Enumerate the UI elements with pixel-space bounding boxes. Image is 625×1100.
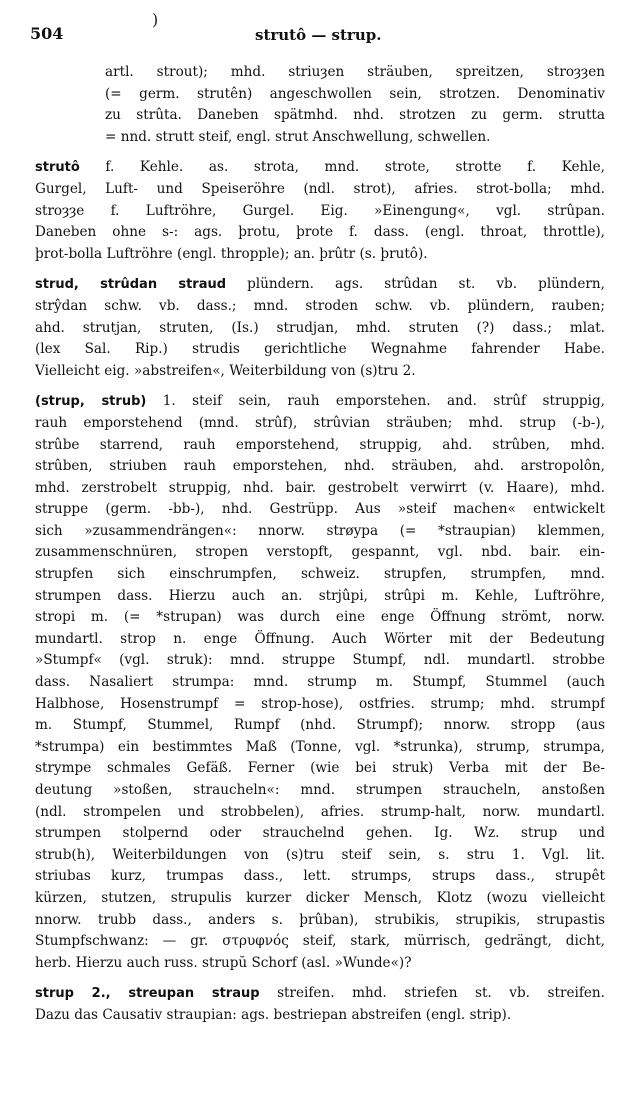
entry-lemma: strup 2., streupan straup: [35, 986, 260, 1002]
text-line: struppe (germ. -bb-), nhd. Gestrüpp. Aus »steif machen« entwickelt: [35, 501, 605, 518]
text-line: artl. strout); mhd. striuȝen sträuben, spreitzen, stroȝȝen: [105, 64, 605, 80]
text-line: kürzen, stutzen, strupulis kurzer dicker Mensch, Klotz (wozu vielleicht: [35, 889, 605, 906]
text-line: Dazu das Causativ straupian: ags. bestriepan abstreifen (engl. strip).: [35, 1006, 512, 1023]
text-line: þrot-bolla Luftröhre (engl. thropple); an. þrûtr (s. þrutô).: [35, 245, 428, 262]
entry-first-line: [35, 391, 605, 413]
text-line: (ndl. strompelen und strobbelen), afries. strump-halt, norw. mundartl.: [35, 803, 605, 820]
entry-first-line: [35, 157, 605, 179]
text-line: »Stumpf« (vgl. struk): mnd. struppe Stumpf, ndl. mundartl. strobbe: [35, 652, 605, 669]
text-line: dass. Nasaliert strumpa: mnd. strump m. Stumpf, Stummel (auch: [35, 674, 605, 691]
text-line: deutung »stoßen, straucheln«: mnd. strumpen straucheln, anstoßen: [35, 782, 605, 798]
text-line: Stumpfschwanz: — gr. στρυφνός steif, stark, mürrisch, gedrängt, dicht,: [35, 933, 605, 950]
text-line: strub(h), Weiterbildungen von (s)tru steif sein, s. stru 1. Vgl. lit.: [35, 846, 605, 863]
text-line: Gurgel, Luft- und Speiseröhre (ndl. strot), afries. strot-bolla; mhd.: [35, 180, 605, 197]
page-body: [35, 62, 605, 1036]
text-line: sich »zusammendrängen«: nnorw. strøypa (= *straupian) klemmen,: [35, 522, 605, 539]
page-header: [30, 10, 595, 52]
text-line: zu strûta. Daneben spätmhd. nhd. strotzen zu germ. strutta: [105, 107, 605, 124]
text-line: strumpen dass. Hierzu auch an. strjûpi, strûpi m. Kehle, Luftröhre,: [35, 587, 605, 604]
dictionary-entry: [35, 157, 605, 265]
text-line: mhd. zerstrobelt struppig, nhd. bair. gestrobelt verwirrt (v. Haare), mhd.: [35, 479, 605, 496]
dictionary-entry: [35, 274, 605, 382]
text-line: (= germ. strutên) angeschwollen sein, strotzen. Denominativ: [105, 85, 605, 102]
entry-first-line: [35, 983, 605, 1005]
text-line: strûben, striuben rauh emporstehen, nhd. sträuben, ahd. arstropolôn,: [35, 458, 605, 475]
text-line: herb. Hierzu auch russ. strupŭ Schorf (asl. »Wunde«)?: [35, 954, 412, 971]
entry-continuation: [35, 62, 605, 148]
text-line: m. Stumpf, Stummel, Rumpf (nhd. Strumpf); nnorw. stropp (aus: [35, 717, 605, 734]
running-head: strutô — strup.: [255, 26, 382, 44]
text-line: zusammenschnüren, stropen verstopft, gespannt, vgl. nbd. bair. ein-: [35, 544, 605, 561]
text-line: (lex Sal. Rip.) strudis gerichtliche Wegnahme fahrender Habe.: [35, 341, 605, 358]
entry-first-line-text: plündern. ags. strûdan st. vb. plündern,: [226, 276, 605, 293]
text-line: Halbhose, Hosenstrumpf = strop-hose), ostfries. strump; mhd. strumpf: [35, 695, 605, 712]
entry-first-line-text: 1. steif sein, rauh emporstehen. and. strûf struppig,: [146, 393, 605, 410]
dictionary-entry: [35, 391, 605, 974]
text-line: rauh emporstehend (mnd. strûf), strûvian sträuben; mhd. strup (-b-),: [35, 414, 605, 431]
text-line: striubas kurz, trumpas dass., lett. strumps, strups dass., strupêt: [35, 868, 605, 885]
page-number: 504: [30, 24, 64, 43]
stray-mark: ): [152, 10, 159, 29]
text-line: stropi m. (= *strupan) was durch eine enge Öffnung strömt, norw.: [35, 609, 605, 626]
entry-first-line-text: f. Kehle. as. strota, mnd. strote, strotte f. Kehle,: [79, 159, 605, 176]
text-line: = nnd. strutt steif, engl. strut Anschwellung, schwellen.: [105, 128, 491, 145]
text-line: strympe schmales Gefäß. Ferner (wie bei struk) Verba mit der Be-: [35, 760, 605, 777]
text-line: strupfen sich einschrumpfen, schweiz. strupfen, strumpfen, mnd.: [35, 566, 605, 583]
text-line: Daneben ohne s-: ags. þrotu, þrote f. dass. (engl. throat, throttle),: [35, 224, 605, 241]
text-line: ahd. strutjan, struten, (Is.) strudjan, mhd. struten (?) dass.; mlat.: [35, 319, 605, 336]
text-line: Vielleicht eig. »abstreifen«, Weiterbildung von (s)tru 2.: [35, 362, 416, 379]
entry-lemma: strud, strûdan straud: [35, 277, 227, 293]
text-line: strûbe starrend, rauh emporstehend, struppig, ahd. strûben, mhd.: [35, 436, 605, 453]
text-line: strŷdan schw. vb. dass.; mnd. stroden schw. vb. plündern, rauben;: [35, 297, 605, 314]
dictionary-entry: [35, 983, 605, 1026]
text-line: mundartl. strop n. enge Öffnung. Auch Wörter mit der Bedeutung: [35, 630, 605, 647]
entry-first-line-text: streifen. mhd. striefen st. vb. streifen.: [259, 985, 605, 1002]
entry-lemma: (strup, strub): [35, 394, 147, 410]
text-line: nnorw. trubb dass., anders s. þrûban), strubikis, strupikis, strupastis: [35, 911, 605, 928]
entry-lemma: strutô: [35, 160, 80, 176]
text-line: *strumpa) ein bestimmtes Maß (Tonne, vgl. *strunka), strump, strumpa,: [35, 738, 605, 755]
text-line: stroȝȝe f. Luftröhre, Gurgel. Eig. »Einengung«, vgl. strûpan.: [35, 202, 605, 219]
text-line: strumpen stolpernd oder strauchelnd gehen. Ig. Wz. strup und: [35, 825, 605, 842]
entry-first-line: [35, 274, 605, 296]
